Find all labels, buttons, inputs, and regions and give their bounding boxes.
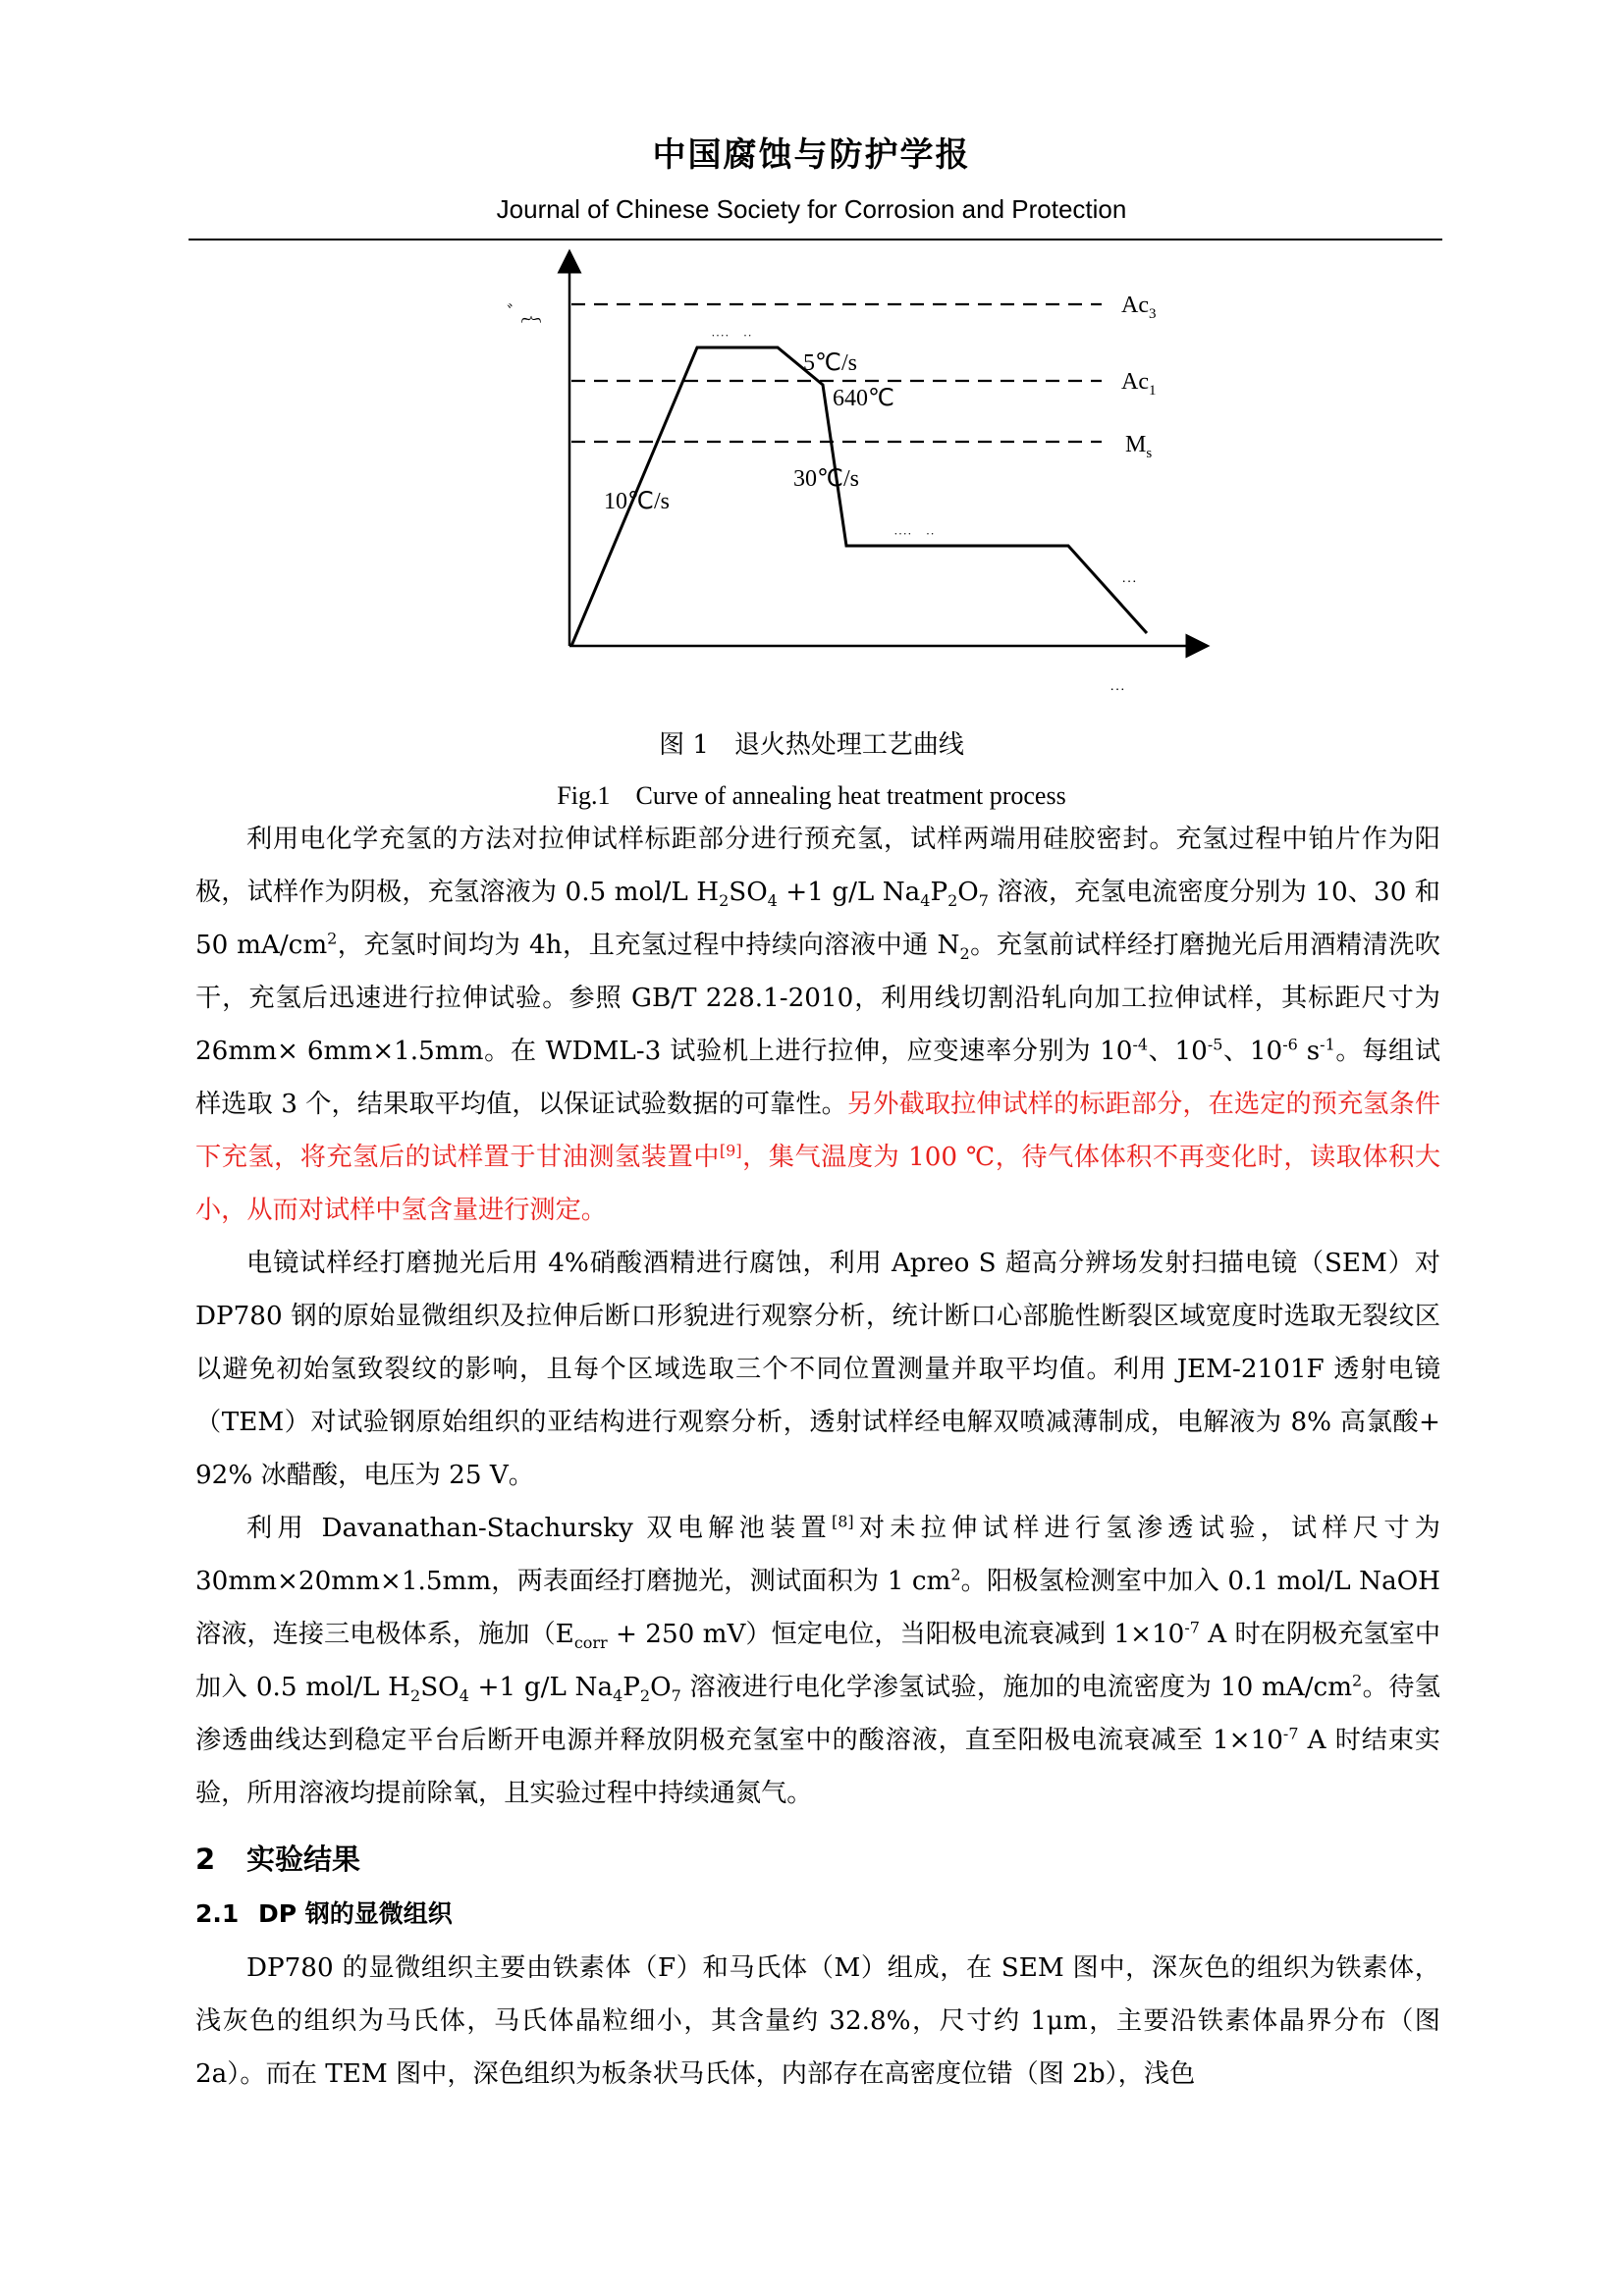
- journal-title-cn: 中国腐蚀与防护学报: [652, 135, 971, 175]
- paragraph-microstructure: DP780 的显微组织主要由铁素体（F）和马氏体（M）组成，在 SEM 图中，深灰色的组织为铁素体，浅灰色的组织为马氏体，马氏体晶粒细小，其含量约 32.8%，尺寸约 1μm，主要沿铁素体晶界分布（图 2a）。而在 TEM 图中，深色组织为板条状马氏体，内部存在高密度位错（图 2b），浅色: [195, 1953, 1440, 2089]
- paragraph-hydrogen-permeation: 利用 Davanathan-Stachursky 双电解池装置[8]对未拉伸试样进行氢渗透试验，试样尺寸为 30mm×20mm×1.5mm，两表面经打磨抛光，测试面积为 1 $cm^2$。阳极氢检测室中加入 0.1 mol/L NaOH 溶液，连接三电极体系，施加（$E_{corr} + 250$ mV）恒定电位，当阳极电流衰减到 $1\times 10^{-7}$ A 时在阴极充氢室中加入 0.5 mol/L $H_2SO_4 +1$ g/L $Na_4P_2O_7$ 溶液进行电化学渗氢试验，施加的电流密度为 10 $mA/cm^2$。待氢渗透曲线达到稳定平台后断开电源并释放阴极充氢室中的酸溶液，直至阳极电流衰减至 $1\times 10^{-7}$ A 时结束实验，所用溶液均提前除氧，且实验过程中持续通氮气。: [195, 1512, 1441, 1808]
- section-heading-2-1: 2.1 DP 钢的显微组织: [195, 1899, 453, 1928]
- citation-8: [8]: [831, 1512, 854, 1531]
- y-axis-label-fragment: ﾞ ︷: [507, 303, 541, 325]
- figure-caption-en: Fig.1 Curve of annealing heat treatment process: [557, 781, 1066, 810]
- end-label-fragment: ˙˙˙: [1121, 578, 1137, 595]
- fast-cooling-rate-label: 30℃/s: [793, 466, 859, 492]
- paragraph-hydrogen-charging: 利用电化学充氢的方法对拉伸试样标距部分进行预充氢，试样两端用硅胶密封。充氢过程中铂片作为阳极，试样作为阴极，充氢溶液为 0.5 mol/L $H_2SO_4 +1$ g/L $Na_4P_2O_7$ 溶液，充氢电流密度分别为 10、30 和 50 $mA/cm^2$，充氢时间均为 4h，且充氢过程中持续向溶液中通 $N_2$。充氢前试样经打磨抛光后用酒精清洗吹干，充氢后迅速进行拉伸试验。参照 GB/T 228.1-2010，利用线切割沿轧向加工拉伸试样，其标距尺寸为 26mm× 6mm×1.5mm。在 WDML-3 试验机上进行拉伸，应变速率分别为 $10^{-4}$、$10^{-5}$、$10^{-6}$ $s^{-1}$。每组试样选取 3 个，结果取平均值，以保证试验数据的可靠性。另外截取拉伸试样的标距部分，在选定的预充氢条件下充氢，将充氢后的试样置于甘油测氢装置中[9]，集气温度为 100 ℃，待气体体积不再变化时，读取体积大小，从而对试样中氢含量进行测定。: [195, 825, 1441, 1225]
- ac3-label: $Ac_3$: [1121, 293, 1157, 322]
- annealing-curve-figure: [461, 245, 1227, 707]
- soak-label-fragment: ˙˙˙˙ ˙˙: [711, 333, 752, 347]
- paragraph-electron-microscopy: 电镜试样经打磨抛光后用 4%硝酸酒精进行腐蚀，利用 Apreo S 超高分辨场发射扫描电镜（SEM）对 DP780 钢的原始显微组织及拉伸后断口形貌进行观察分析，统计断口心部脆性断裂区域宽度时选取无裂纹区以避免初始氢致裂纹的影响，且每个区域选取三个不同位置测量并取平均值。利用 JEM-2101F 透射电镜（TEM）对试验钢原始组织的亚结构进行观察分析，透射试样经电解双喷减薄制成，电解液为 8% 高氯酸+ 92% 冰醋酸，电压为 25 V。: [195, 1249, 1440, 1490]
- ms-label: $M_s$: [1125, 432, 1153, 461]
- ac1-label: $Ac_1$: [1121, 369, 1157, 399]
- highlighted-revision-text: 另外截取拉伸试样的标距部分，在选定的预充氢条件下充氢，将充氢后的试样置于甘油测氢装置中[9]，集气温度为 100 ℃，待气体体积不再变化时，读取体积大小，从而对试样中氢含量进行测定。: [195, 1090, 1441, 1225]
- heating-rate-label: 10℃/s: [604, 489, 670, 514]
- figure-caption-cn: 图 1 退火热处理工艺曲线: [659, 730, 964, 760]
- hold-label-fragment: ˙˙˙˙ ˙˙: [893, 531, 935, 546]
- slow-cooling-rate-label: 5℃/s: [803, 350, 857, 376]
- section-heading-2: 2 实验结果: [195, 1842, 361, 1876]
- citation-9: [9]: [719, 1141, 742, 1160]
- journal-title-en: Journal of Chinese Society for Corrosion and Protection: [496, 194, 1127, 224]
- header-rule: [189, 239, 1442, 240]
- quench-start-temp-label: 640℃: [833, 386, 894, 411]
- x-axis-label-fragment: ˙˙˙: [1109, 686, 1125, 703]
